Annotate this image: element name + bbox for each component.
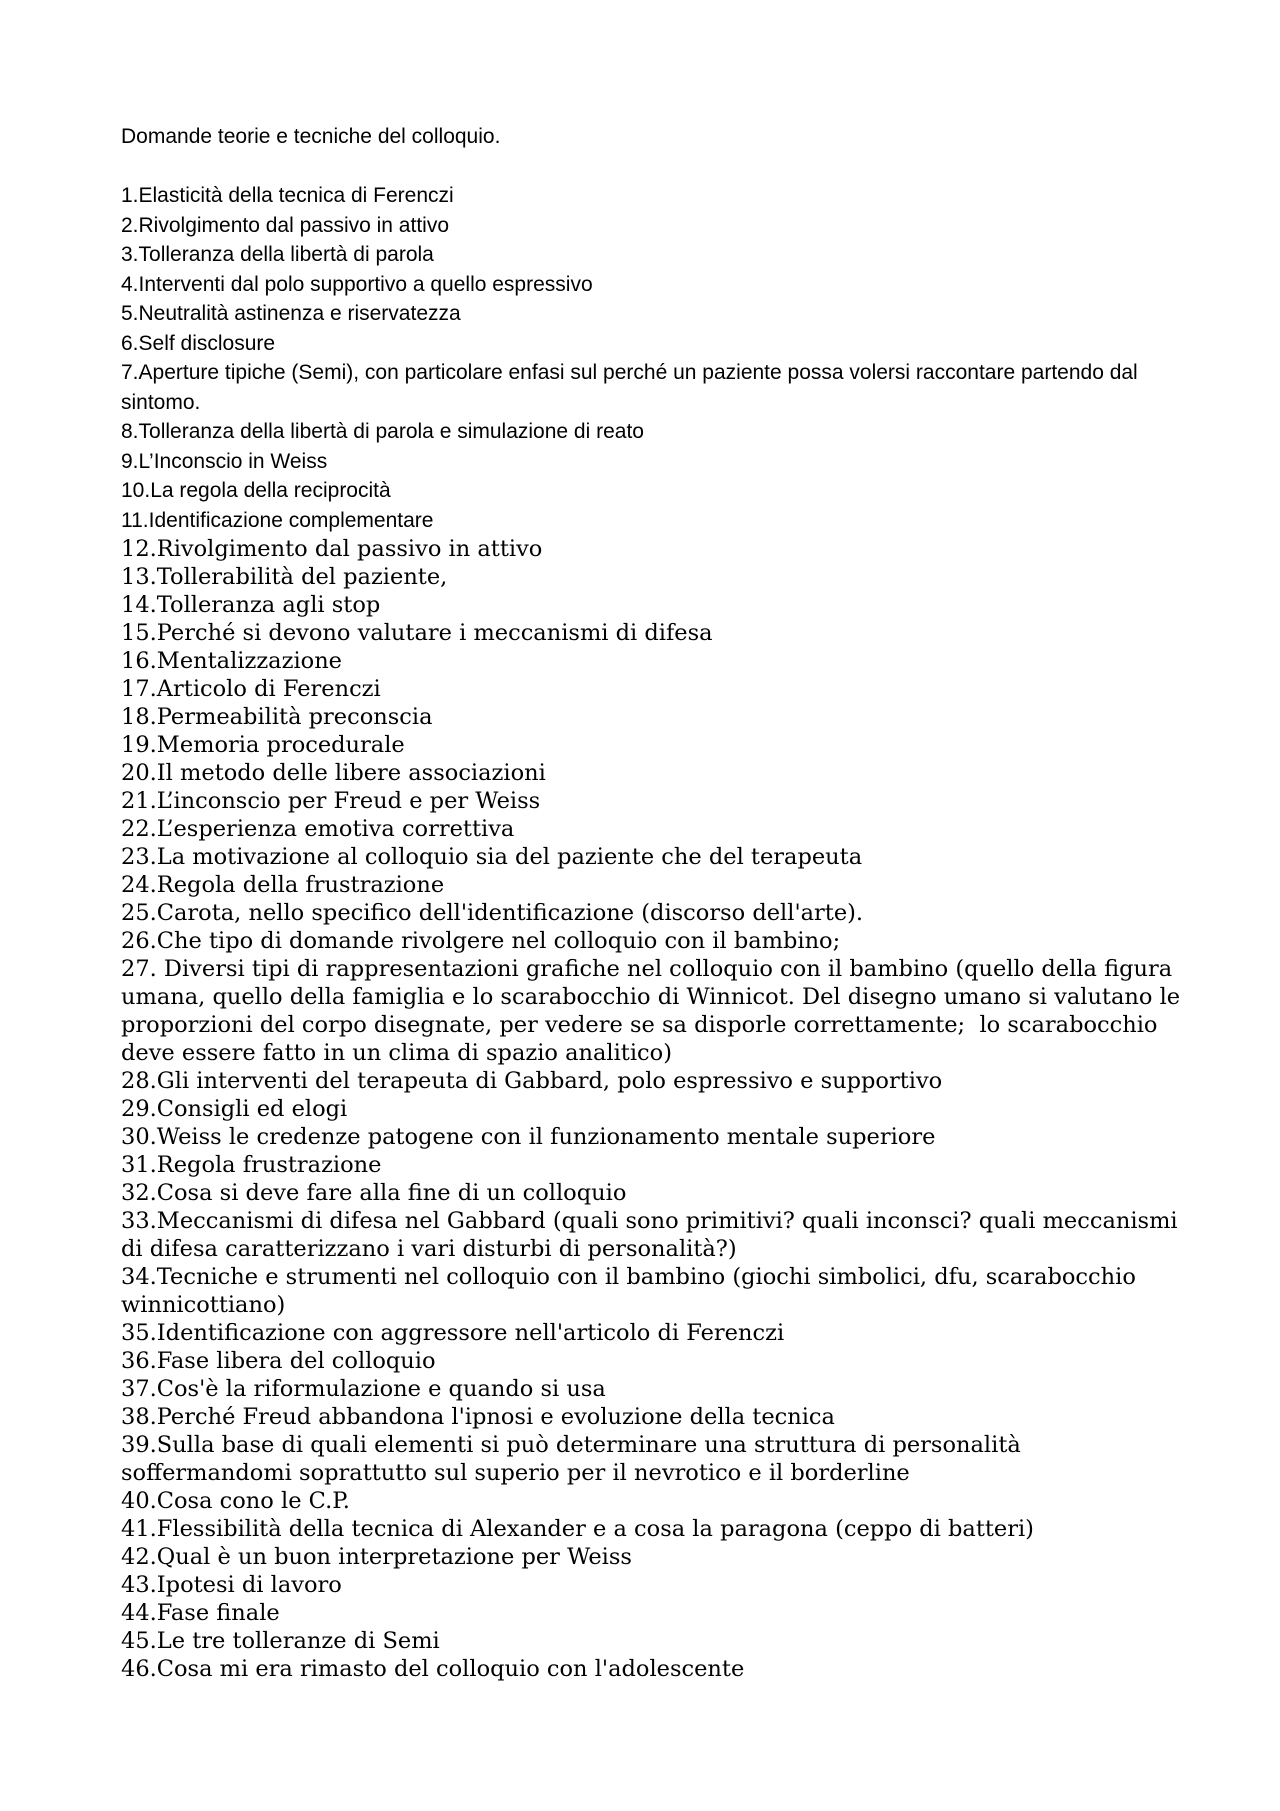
question-item: 38.Perché Freud abbandona l'ipnosi e evoluzione della tecnica	[121, 1404, 835, 1430]
question-item: 33.Meccanismi di difesa nel Gabbard (quali sono primitivi? quali inconsci? quali meccanismi di difesa caratterizzano i vari disturbi di personalità?)	[121, 1208, 1185, 1262]
question-item: 3.Tolleranza della libertà di parola	[121, 243, 434, 266]
question-item: 32.Cosa si deve fare alla fine di un colloquio	[121, 1180, 627, 1206]
question-item: 26.Che tipo di domande rivolgere nel colloquio con il bambino;	[121, 928, 841, 954]
question-item: 18.Permeabilità preconscia	[121, 704, 433, 730]
question-item: 37.Cos'è la riformulazione e quando si usa	[121, 1376, 606, 1402]
question-item: 12.Rivolgimento dal passivo in attivo	[121, 536, 543, 562]
question-item: 19.Memoria procedurale	[121, 732, 405, 758]
question-item: 35.Identificazione con aggressore nell'articolo di Ferenczi	[121, 1320, 785, 1346]
question-item: 1.Elasticità della tecnica di Ferenczi	[121, 184, 454, 207]
question-item: 14.Tolleranza agli stop	[121, 592, 381, 618]
question-item: 29.Consigli ed elogi	[121, 1096, 348, 1122]
question-item: 8.Tolleranza della libertà di parola e simulazione di reato	[121, 420, 644, 443]
question-item: 45.Le tre tolleranze di Semi	[121, 1628, 440, 1654]
question-item: 42.Qual è un buon interpretazione per Weiss	[121, 1544, 632, 1570]
question-item: 34.Tecniche e strumenti nel colloquio con il bambino (giochi simbolici, dfu, scarabocchio winnicottiano)	[121, 1264, 1144, 1318]
question-item: 11.Identificazione complementare	[121, 508, 434, 532]
question-item: 7.Aperture tipiche (Semi), con particolare enfasi sul perché un paziente possa volersi raccontare partendo dal sintomo.	[121, 361, 1144, 414]
question-item: 43.Ipotesi di lavoro	[121, 1572, 342, 1598]
question-item: 15.Perché si devono valutare i meccanismi di difesa	[121, 620, 713, 646]
question-item: 36.Fase libera del colloquio	[121, 1348, 436, 1374]
question-item: 21.L’inconscio per Freud e per Weiss	[121, 788, 541, 814]
question-item: 44.Fase finale	[121, 1600, 280, 1626]
question-item: 16.Mentalizzazione	[121, 648, 343, 674]
question-item: 13.Tollerabilità del paziente,	[121, 564, 448, 590]
question-item: 27. Diversi tipi di rappresentazioni grafiche nel colloquio con il bambino (quello della figura umana, quello della famiglia e lo scarabocchio di Winnicot. Del disegno umano si valutano le proporzioni del corpo disegnate, per vedere se sa disporle correttamente; lo scarabocchio deve essere fatto in un clima di spazio analitico)	[121, 956, 1188, 1066]
question-item: 6.Self disclosure	[121, 331, 276, 355]
question-item: 2.Rivolgimento dal passivo in attivo	[121, 213, 450, 237]
question-item: 10.La regola della reciprocità	[121, 479, 391, 502]
document-title: Domande teorie e tecniche del colloquio.	[121, 125, 501, 148]
question-item: 41.Flessibilità della tecnica di Alexander e a cosa la paragona (ceppo di batteri)	[121, 1516, 1034, 1542]
question-item: 23.La motivazione al colloquio sia del paziente che del terapeuta	[121, 844, 863, 870]
question-item: 40.Cosa cono le C.P.	[121, 1488, 350, 1514]
question-item: 9.L’Inconscio in Weiss	[121, 449, 328, 473]
question-item: 5.Neutralità astinenza e riservatezza	[121, 302, 461, 325]
question-list	[121, 181, 1188, 1683]
question-item: 17.Articolo di Ferenczi	[121, 676, 381, 702]
question-item: 4.Interventi dal polo supportivo a quello espressivo	[121, 272, 593, 296]
question-item: 22.L’esperienza emotiva correttiva	[121, 816, 515, 842]
question-item: 25.Carota, nello specifico dell'identificazione (discorso dell'arte).	[121, 900, 864, 926]
question-item: 28.Gli interventi del terapeuta di Gabbard, polo espressivo e supportivo	[121, 1068, 943, 1094]
question-item: 24.Regola della frustrazione	[121, 872, 445, 898]
question-item: 39.Sulla base di quali elementi si può determinare una struttura di personalità soffermandomi soprattutto sul superio per il nevrotico e il borderline	[121, 1432, 1028, 1486]
question-item: 31.Regola frustrazione	[121, 1152, 382, 1178]
question-item: 46.Cosa mi era rimasto del colloquio con l'adolescente	[121, 1656, 745, 1682]
question-item: 30.Weiss le credenze patogene con il funzionamento mentale superiore	[121, 1124, 936, 1150]
question-item: 20.Il metodo delle libere associazioni	[121, 760, 546, 786]
